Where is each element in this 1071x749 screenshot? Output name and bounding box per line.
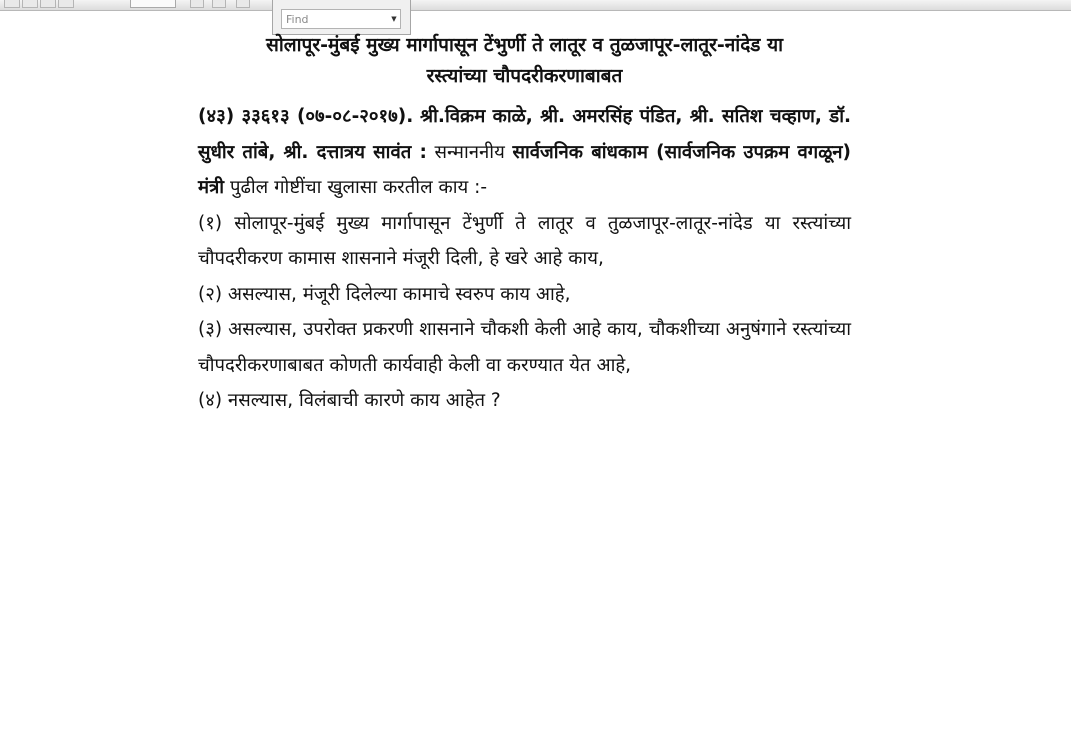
intro-tail: पुढील गोष्टींचा खुलासा करतील काय :- <box>229 177 488 198</box>
toolbar-button-5[interactable] <box>190 0 204 8</box>
question-point-2: (२) असल्यास, मंजूरी दिलेल्या कामाचे स्वरुप काय आहे, <box>198 283 571 305</box>
chevron-down-icon[interactable]: ▼ <box>391 15 397 23</box>
title-line-2: रस्त्यांच्या चौपदरीकरणाबाबत <box>426 65 623 87</box>
toolbar-button-1[interactable] <box>4 0 20 8</box>
member-names: श्री.विक्रम काळे, श्री. अमरसिंह पंडित, श्री. सतिश चव्हाण, डॉ. सुधीर तांबे, श्री. दत्तात्रय सावंत : <box>198 106 852 163</box>
doc-title <box>198 30 851 92</box>
toolbar-button-7[interactable] <box>236 0 250 8</box>
question-reference: (४३) ३३६१३ (०७-०८-२०१७). <box>198 106 414 127</box>
question-point-3: (३) असल्यास, उपरोक्त प्रकरणी शासनाने चौकशी केली आहे काय, चौकशीच्या अनुषंगाने रस्त्यांच्या चौपदरीकरणाबाबत कोणती कार्यवाही केली वा करण्यात येत आहे, <box>198 319 851 376</box>
toolbar-button-2[interactable] <box>22 0 38 8</box>
honorific-text: सन्माननीय <box>434 141 505 163</box>
title-line-1: सोलापूर-मुंबई मुख्य मार्गापासून टेंभुर्णी ते लातूर व तुळजापूर-लातूर-नांदेड या <box>265 34 784 56</box>
question-point-4: (४) नसल्यास, विलंबाची कारणे काय आहेत ? <box>198 390 501 411</box>
page-number-field[interactable] <box>130 0 176 8</box>
toolbar-button-3[interactable] <box>40 0 56 8</box>
question-intro <box>198 99 851 206</box>
question-point-1: (१) सोलापूर-मुंबई मुख्य मार्गापासून टेंभुर्णी ते लातूर व तुळजापूर-लातूर-नांदेड या रस्त्यांच्या चौपदरीकरण कामास शासनाने मंजूरी दिली, हे खरे आहे काय, <box>198 212 851 269</box>
toolbar-button-4[interactable] <box>58 0 74 8</box>
toolbar-button-6[interactable] <box>212 0 226 8</box>
document-page <box>198 30 851 419</box>
minister-title: सार्वजनिक बांधकाम (सार्वजनिक उपक्रम वगळून) मंत्री <box>198 141 851 198</box>
viewer-toolbar <box>0 0 1071 11</box>
find-input[interactable] <box>281 9 401 29</box>
